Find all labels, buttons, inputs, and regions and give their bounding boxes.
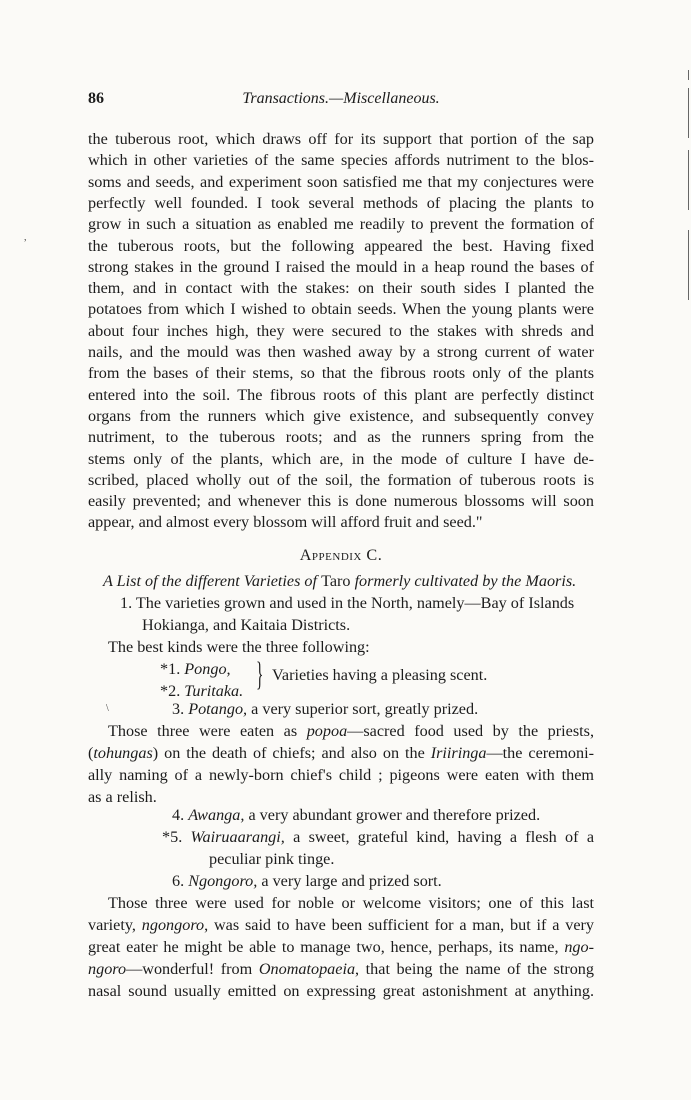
scan-edge-mark bbox=[688, 70, 689, 80]
appendix-subtitle: A List of the different Varieties of Taro formerly cultivated by the Maoris. bbox=[103, 572, 577, 590]
scent-note: Varieties having a pleasing scent. bbox=[272, 666, 488, 684]
body-line: stems only of the plants, which are, in the mode of culture I have de- bbox=[88, 449, 594, 468]
body-line: soms and seeds, and experiment soon satisfied me that my conjectures were bbox=[88, 172, 594, 191]
best-kinds-intro: The best kinds were the three following: bbox=[108, 638, 370, 656]
variety-1: *1. Pongo, bbox=[160, 660, 231, 678]
paragraph-2-line3: great eater he might be able to manage two, hence, perhaps, its name, ngo- bbox=[88, 938, 594, 956]
paragraph-2-line4: ngoro—wonderful! from Onomatopaeia, that being the name of the strong bbox=[88, 960, 594, 978]
body-line: entered into the soil. The fibrous roots of this plant are perfectly distinct bbox=[88, 385, 594, 404]
variety-6: 6. Ngongoro, a very large and prized sort. bbox=[172, 872, 442, 890]
body-line: the tuberous roots, but the following appeared the best. Having fixed bbox=[88, 236, 594, 255]
body-line: which in other varieties of the same species affords nutriment to the blos- bbox=[88, 151, 594, 170]
body-line: scribed, placed wholly out of the soil, the formation of tuberous roots is bbox=[88, 470, 594, 489]
scan-margin-mark: , bbox=[24, 232, 27, 243]
paragraph-2-line2: variety, ngongoro, was said to have been sufficient for a man, but if a very bbox=[88, 916, 594, 934]
body-line: easily prevented; and whenever this is done numerous blossoms will soon bbox=[88, 492, 594, 511]
appendix-heading: Appendix C. bbox=[299, 546, 383, 564]
body-line: strong stakes in the ground I raised the mould in a heap round the bases of bbox=[88, 257, 594, 276]
scan-margin-mark: \ bbox=[106, 703, 109, 714]
body-line: the tuberous root, which draws off for its support that portion of the sap bbox=[88, 130, 594, 148]
paragraph-1-line1: Those three were eaten as popoa—sacred food used by the priests, bbox=[108, 722, 594, 740]
variety-5-line2: peculiar pink tinge. bbox=[209, 850, 335, 868]
variety-2: *2. Turitaka. bbox=[160, 682, 244, 700]
list-item-1-line1: 1. The varieties grown and used in the North, namely—Bay of Islands bbox=[120, 594, 575, 612]
variety-5: *5. Wairuaarangi, a sweet, grateful kind, having a flesh of a bbox=[162, 828, 595, 846]
body-line: potatoes from which I wished to obtain seeds. When the young plants were bbox=[88, 300, 594, 319]
brace-bracket: } bbox=[256, 656, 264, 693]
body-line: nutriment, to the tuberous roots; and as the runners spring from the bbox=[88, 428, 594, 447]
paragraph-2-line1: Those three were used for noble or welcome visitors; one of this last bbox=[108, 894, 594, 912]
paragraph-1-line2: (tohungas) on the death of chiefs; and also on the Iriiringa—the ceremoni- bbox=[88, 744, 595, 762]
body-line: them, and in contact with the stakes: on their south sides I planted the bbox=[88, 279, 594, 298]
body-line: from the bases of their stems, so that the fibrous roots only of the plants bbox=[88, 364, 594, 383]
scan-edge-mark bbox=[688, 150, 689, 210]
body-line: grow in such a situation as enabled me readily to prevent the formation of bbox=[88, 215, 594, 234]
variety-3: 3. Potango, a very superior sort, greatly prized. bbox=[172, 700, 479, 718]
body-line: organs from the runners which give existence, and subsequently convey bbox=[88, 406, 594, 425]
body-line: perfectly well founded. I took several methods of placing the plants to bbox=[88, 193, 594, 212]
body-line: about four inches high, they were secured to the stakes with shreds and bbox=[88, 321, 594, 340]
scan-edge-mark bbox=[688, 88, 689, 138]
list-item-1-line2: Hokianga, and Kaitaia Districts. bbox=[142, 616, 351, 634]
scan-edge-mark bbox=[688, 230, 689, 300]
body-line: appear, and almost every blossom will afford fruit and seed." bbox=[88, 513, 483, 532]
variety-4: 4. Awanga, a very abundant grower and therefore prized. bbox=[172, 806, 541, 824]
page-number: 86 bbox=[88, 90, 104, 107]
running-title: Transactions.—Miscellaneous. bbox=[242, 90, 440, 107]
body-line: nails, and the mould was then washed away by a strong current of water bbox=[88, 343, 594, 361]
paragraph-2-line5: nasal sound usually emitted on expressing great astonishment at anything. bbox=[88, 982, 594, 1000]
paragraph-1-line3: ally naming of a newly-born chief's child ; pigeons were eaten with them bbox=[88, 766, 594, 784]
page-header bbox=[88, 90, 594, 114]
paragraph-1-line4: as a relish. bbox=[88, 788, 157, 806]
